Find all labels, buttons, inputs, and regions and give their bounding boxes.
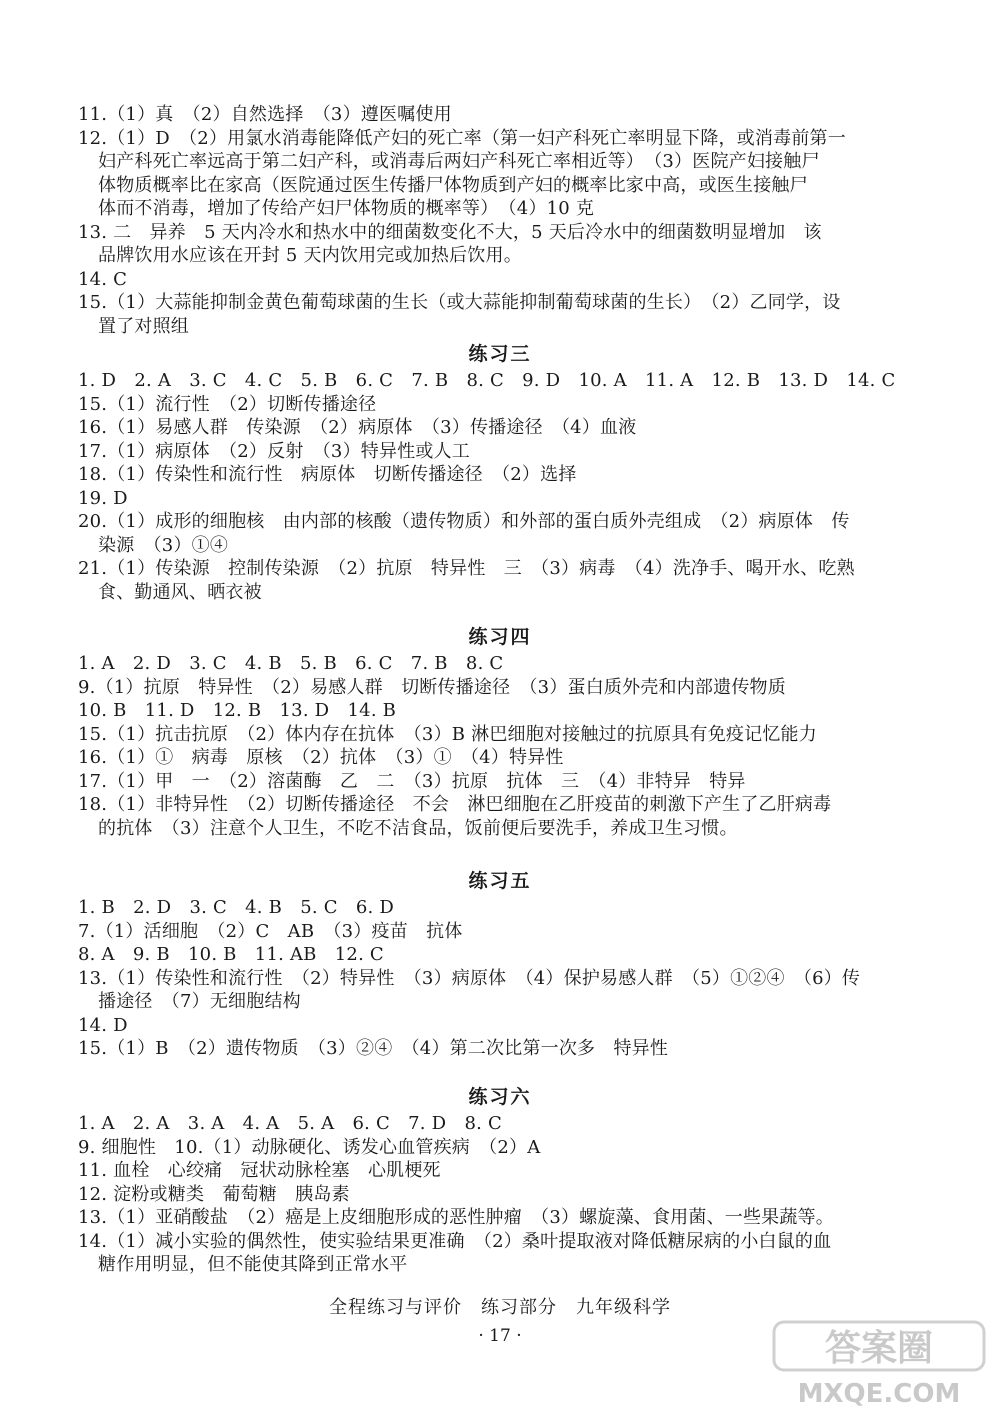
section-continued xyxy=(0,103,1000,338)
answer-line: 1. B 2. D 3. C 4. B 5. C 6. D xyxy=(78,897,395,918)
answer-line: 13.（1）传染性和流行性 （2）特异性 （3）病原体 （4）保护易感人群 （5）①②④ （6）传 xyxy=(78,967,861,989)
answer-line: 置了对照组 xyxy=(98,315,189,337)
answer-line: 21.（1）传染源 控制传染源 （2）抗原 特异性 三 （3）病毒 （4）洗净手、喝开水、吃熟 xyxy=(78,558,855,579)
answer-lines xyxy=(0,369,1000,604)
answer-line: 10. B 11. D 12. B 13. D 14. B xyxy=(78,700,397,721)
watermark-logo xyxy=(772,1318,992,1413)
answer-lines xyxy=(0,103,1000,338)
section-exercise-6 xyxy=(0,1084,1000,1277)
answer-line: 体而不消毒，增加了传给产妇尸体物质的概率等） （4）10 克 xyxy=(98,198,595,219)
answer-line: 14. C xyxy=(78,268,128,290)
answer-line: 20.（1）成形的细胞核 由内部的核酸（遗传物质）和外部的蛋白质外壳组成 （2）病原体 传 xyxy=(78,511,850,532)
answer-line: 体物质概率比在家高（医院通过医生传播尸体物质到产妇的概率比家中高，或医生接触尸 xyxy=(98,174,808,196)
answer-line: 16.（1）易感人群 传染源 （2）病原体 （3）传播途径 （4）血液 xyxy=(78,417,637,438)
answer-line: 1. A 2. A 3. A 4. A 5. A 6. C 7. D 8. C xyxy=(78,1113,502,1134)
answer-line: 品牌饮用水应该在开封 5 天内饮用完或加热后饮用。 xyxy=(98,245,522,266)
answer-line: 12. 淀粉或糖类 葡萄糖 胰岛素 xyxy=(78,1183,350,1205)
page-number: · 17 · xyxy=(478,1326,522,1346)
section-title: 练习六 xyxy=(468,1086,532,1108)
section-exercise-3 xyxy=(0,341,1000,604)
answer-line: 9. 细胞性 10.（1）动脉硬化、诱发心血管疾病 （2）A xyxy=(78,1136,541,1158)
answer-line: 12.（1）D （2）用氯水消毒能降低产妇的死亡率（第一妇产科死亡率明显下降，或消毒前第一 xyxy=(78,127,846,149)
answer-line: 食、勤通风、晒衣被 xyxy=(98,581,262,603)
answer-line: 15.（1）抗击抗原 （2）体内存在抗体 （3）B 淋巴细胞对接触过的抗原具有免疫记忆能力 xyxy=(78,723,817,745)
page-footer: 全程练习与评价 练习部分 九年级科学 xyxy=(329,1297,671,1318)
answer-line: 的抗体 （3）注意个人卫生，不吃不洁食品，饭前便后要洗手，养成卫生习惯。 xyxy=(98,817,738,839)
answer-line: 7.（1）活细胞 （2）C AB （3）疫苗 抗体 xyxy=(78,920,463,942)
answer-line: 19. D xyxy=(78,487,128,509)
section-title: 练习五 xyxy=(468,870,532,892)
section-exercise-5 xyxy=(0,868,1000,1061)
answer-lines xyxy=(0,652,1000,840)
answer-line: 15.（1）B （2）遗传物质 （3）②④ （4）第二次比第一次多 特异性 xyxy=(78,1038,669,1059)
answer-line: 14. D xyxy=(78,1014,128,1036)
answer-line: 1. D 2. A 3. C 4. C 5. B 6. C 7. B 8. C 9. D 10. A 11. A 12. B 13. D 14. C xyxy=(78,370,896,391)
answer-line: 16.（1）① 病毒 原核 （2）抗体 （3）① （4）特异性 xyxy=(78,747,564,768)
answer-lines xyxy=(0,896,1000,1061)
answer-line: 15.（1）大蒜能抑制金黄色葡萄球菌的生长（或大蒜能抑制葡萄球菌的生长） （2）乙同学，设 xyxy=(78,292,841,313)
answer-line: 妇产科死亡率远高于第二妇产科，或消毒后两妇产科死亡率相近等） （3）医院产妇接触尸 xyxy=(98,151,820,172)
answer-line: 14.（1）减小实验的偶然性，使实验结果更准确 （2）桑叶提取液对降低糖尿病的小白鼠的血 xyxy=(78,1230,832,1252)
section-exercise-4 xyxy=(0,624,1000,840)
answer-line: 11. 血栓 心绞痛 冠状动脉栓塞 心肌梗死 xyxy=(78,1160,441,1181)
answer-line: 糖作用明显，但不能使其降到正常水平 xyxy=(98,1254,408,1275)
answer-line: 播途径 （7）无细胞结构 xyxy=(98,991,301,1012)
answer-line: 染源 （3）①④ xyxy=(98,534,229,556)
answer-line: 18.（1）传染性和流行性 病原体 切断传播途径 （2）选择 xyxy=(78,464,577,485)
section-title: 练习三 xyxy=(468,343,532,365)
section-title: 练习四 xyxy=(468,626,532,648)
answer-line: 15.（1）流行性 （2）切断传播途径 xyxy=(78,393,377,415)
answer-line: 13.（1）亚硝酸盐 （2）癌是上皮细胞形成的恶性肿瘤 （3）螺旋藻、食用菌、一些果蔬等。 xyxy=(78,1207,834,1228)
answer-line: 13. 二 异养 5 天内冷水和热水中的细菌数变化不大，5 天后冷水中的细菌数明显增加 该 xyxy=(78,221,822,243)
answer-line: 17.（1）甲 一 （2）溶菌酶 乙 二 （3）抗原 抗体 三 （4）非特异 特异 xyxy=(78,770,746,792)
answer-line: 8. A 9. B 10. B 11. AB 12. C xyxy=(78,944,384,965)
answer-line: 1. A 2. D 3. C 4. B 5. B 6. C 7. B 8. C xyxy=(78,653,504,674)
watermark-site-text: MXQE.COM xyxy=(797,1379,961,1409)
answer-line: 17.（1）病原体 （2）反射 （3）特异性或人工 xyxy=(78,440,470,462)
answer-line: 9.（1）抗原 特异性 （2）易感人群 切断传播途径 （3）蛋白质外壳和内部遗传物质 xyxy=(78,676,786,698)
watermark-logo-text: 答案圈 xyxy=(824,1328,934,1369)
answer-line: 18.（1）非特异性 （2）切断传播途径 不会 淋巴细胞在乙肝疫苗的刺激下产生了乙肝病毒 xyxy=(78,794,832,815)
answer-line: 11.（1）真 （2）自然选择 （3）遵医嘱使用 xyxy=(78,104,452,125)
answer-lines xyxy=(0,1112,1000,1277)
